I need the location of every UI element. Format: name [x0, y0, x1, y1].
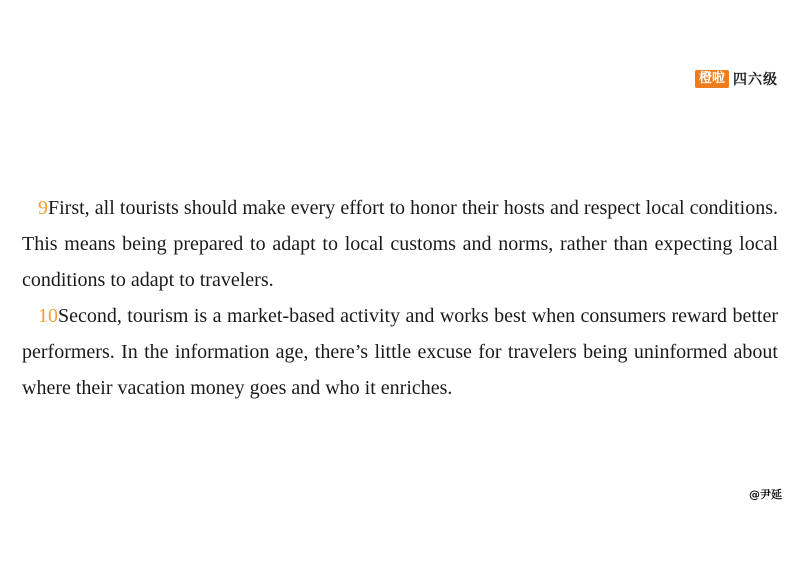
paragraph-9 — [22, 190, 778, 298]
author-watermark: @尹延 — [749, 488, 782, 501]
paragraph-10 — [22, 298, 778, 406]
paragraph-number: 10 — [38, 305, 58, 327]
brand-badge: 橙啦 — [695, 70, 729, 88]
brand-logo — [695, 69, 778, 89]
paragraph-text: Second, tourism is a market-based activity and works best when consumers reward better performers. In the information age, there’s little excuse for travelers being uninformed about where their vacation money goes and who it enriches. — [22, 305, 778, 399]
paragraph-text: First, all tourists should make every effort to honor their hosts and respect local conditions. This means being prepared to adapt to local customs and norms, rather than expecting local conditions to adapt to travelers. — [22, 197, 778, 291]
brand-text: 四六级 — [733, 72, 778, 88]
paragraph-number: 9 — [38, 197, 48, 219]
passage — [22, 190, 778, 406]
